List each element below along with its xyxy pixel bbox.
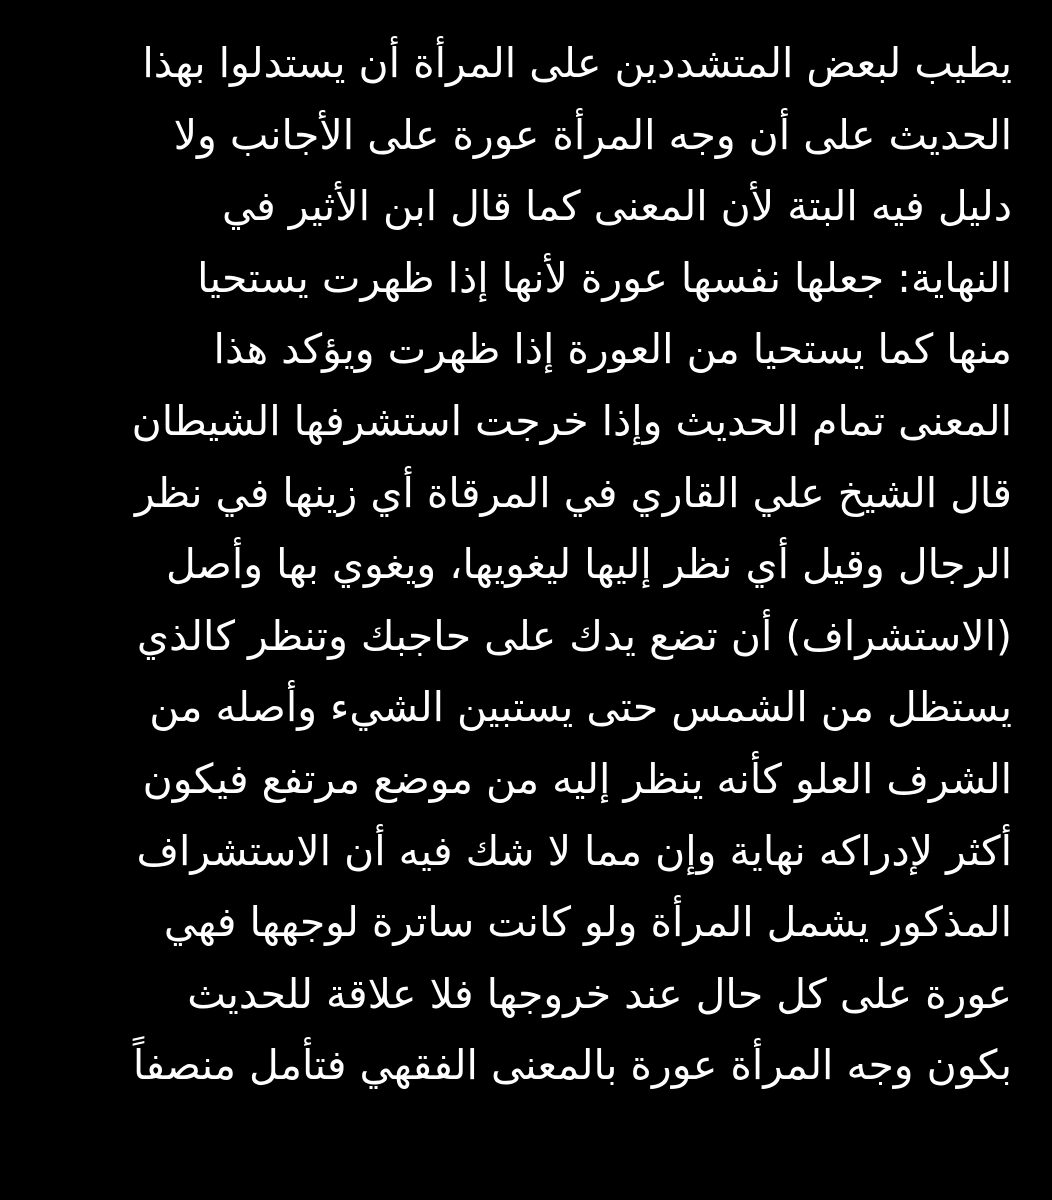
text-line: بكون وجه المرأة عورة بالمعنى الفقهي فتأمل منصفاً <box>132 1041 1012 1090</box>
text-line: أكثر لإدراكه نهاية وإن مما لا شك فيه أن الاستشراف <box>136 826 1012 875</box>
text-line: الحديث على أن وجه المرأة عورة على الأجانب ولا <box>173 110 1012 159</box>
text-line: المعنى تمام الحديث وإذا خرجت استشرفها الشيطان <box>131 396 1012 445</box>
arabic-text-block <box>40 28 1012 1102</box>
text-line: يستظل من الشمس حتى يستبين الشيء وأصله من <box>149 683 1012 732</box>
text-line: منها كما يستحيا من العورة إذا ظهرت ويؤكد هذا <box>213 325 1012 374</box>
text-line: الرجال وقيل أي نظر إليها ليغويها، ويغوي بها وأصل <box>166 540 1012 589</box>
text-line: النهاية: جعلها نفسها عورة لأنها إذا ظهرت يستحيا <box>197 253 1012 302</box>
text-line: عورة على كل حال عند خروجها فلا علاقة للحديث <box>187 969 1012 1018</box>
text-line: (الاستشراف) أن تضع يدك على حاجبك وتنظر كالذي <box>136 611 1012 660</box>
text-line: المذكور يشمل المرأة ولو كانت ساترة لوجهها فهي <box>163 898 1012 947</box>
text-line: يطيب لبعض المتشددين على المرأة أن يستدلوا بهذا <box>142 39 1012 87</box>
text-line: الشرف العلو كأنه ينظر إليه من موضع مرتفع فيكون <box>142 754 1012 803</box>
text-line: دليل فيه البتة لأن المعنى كما قال ابن الأثير في <box>222 182 1012 231</box>
text-line: قال الشيخ علي القاري في المرقاة أي زينها في نظر <box>134 468 1012 517</box>
